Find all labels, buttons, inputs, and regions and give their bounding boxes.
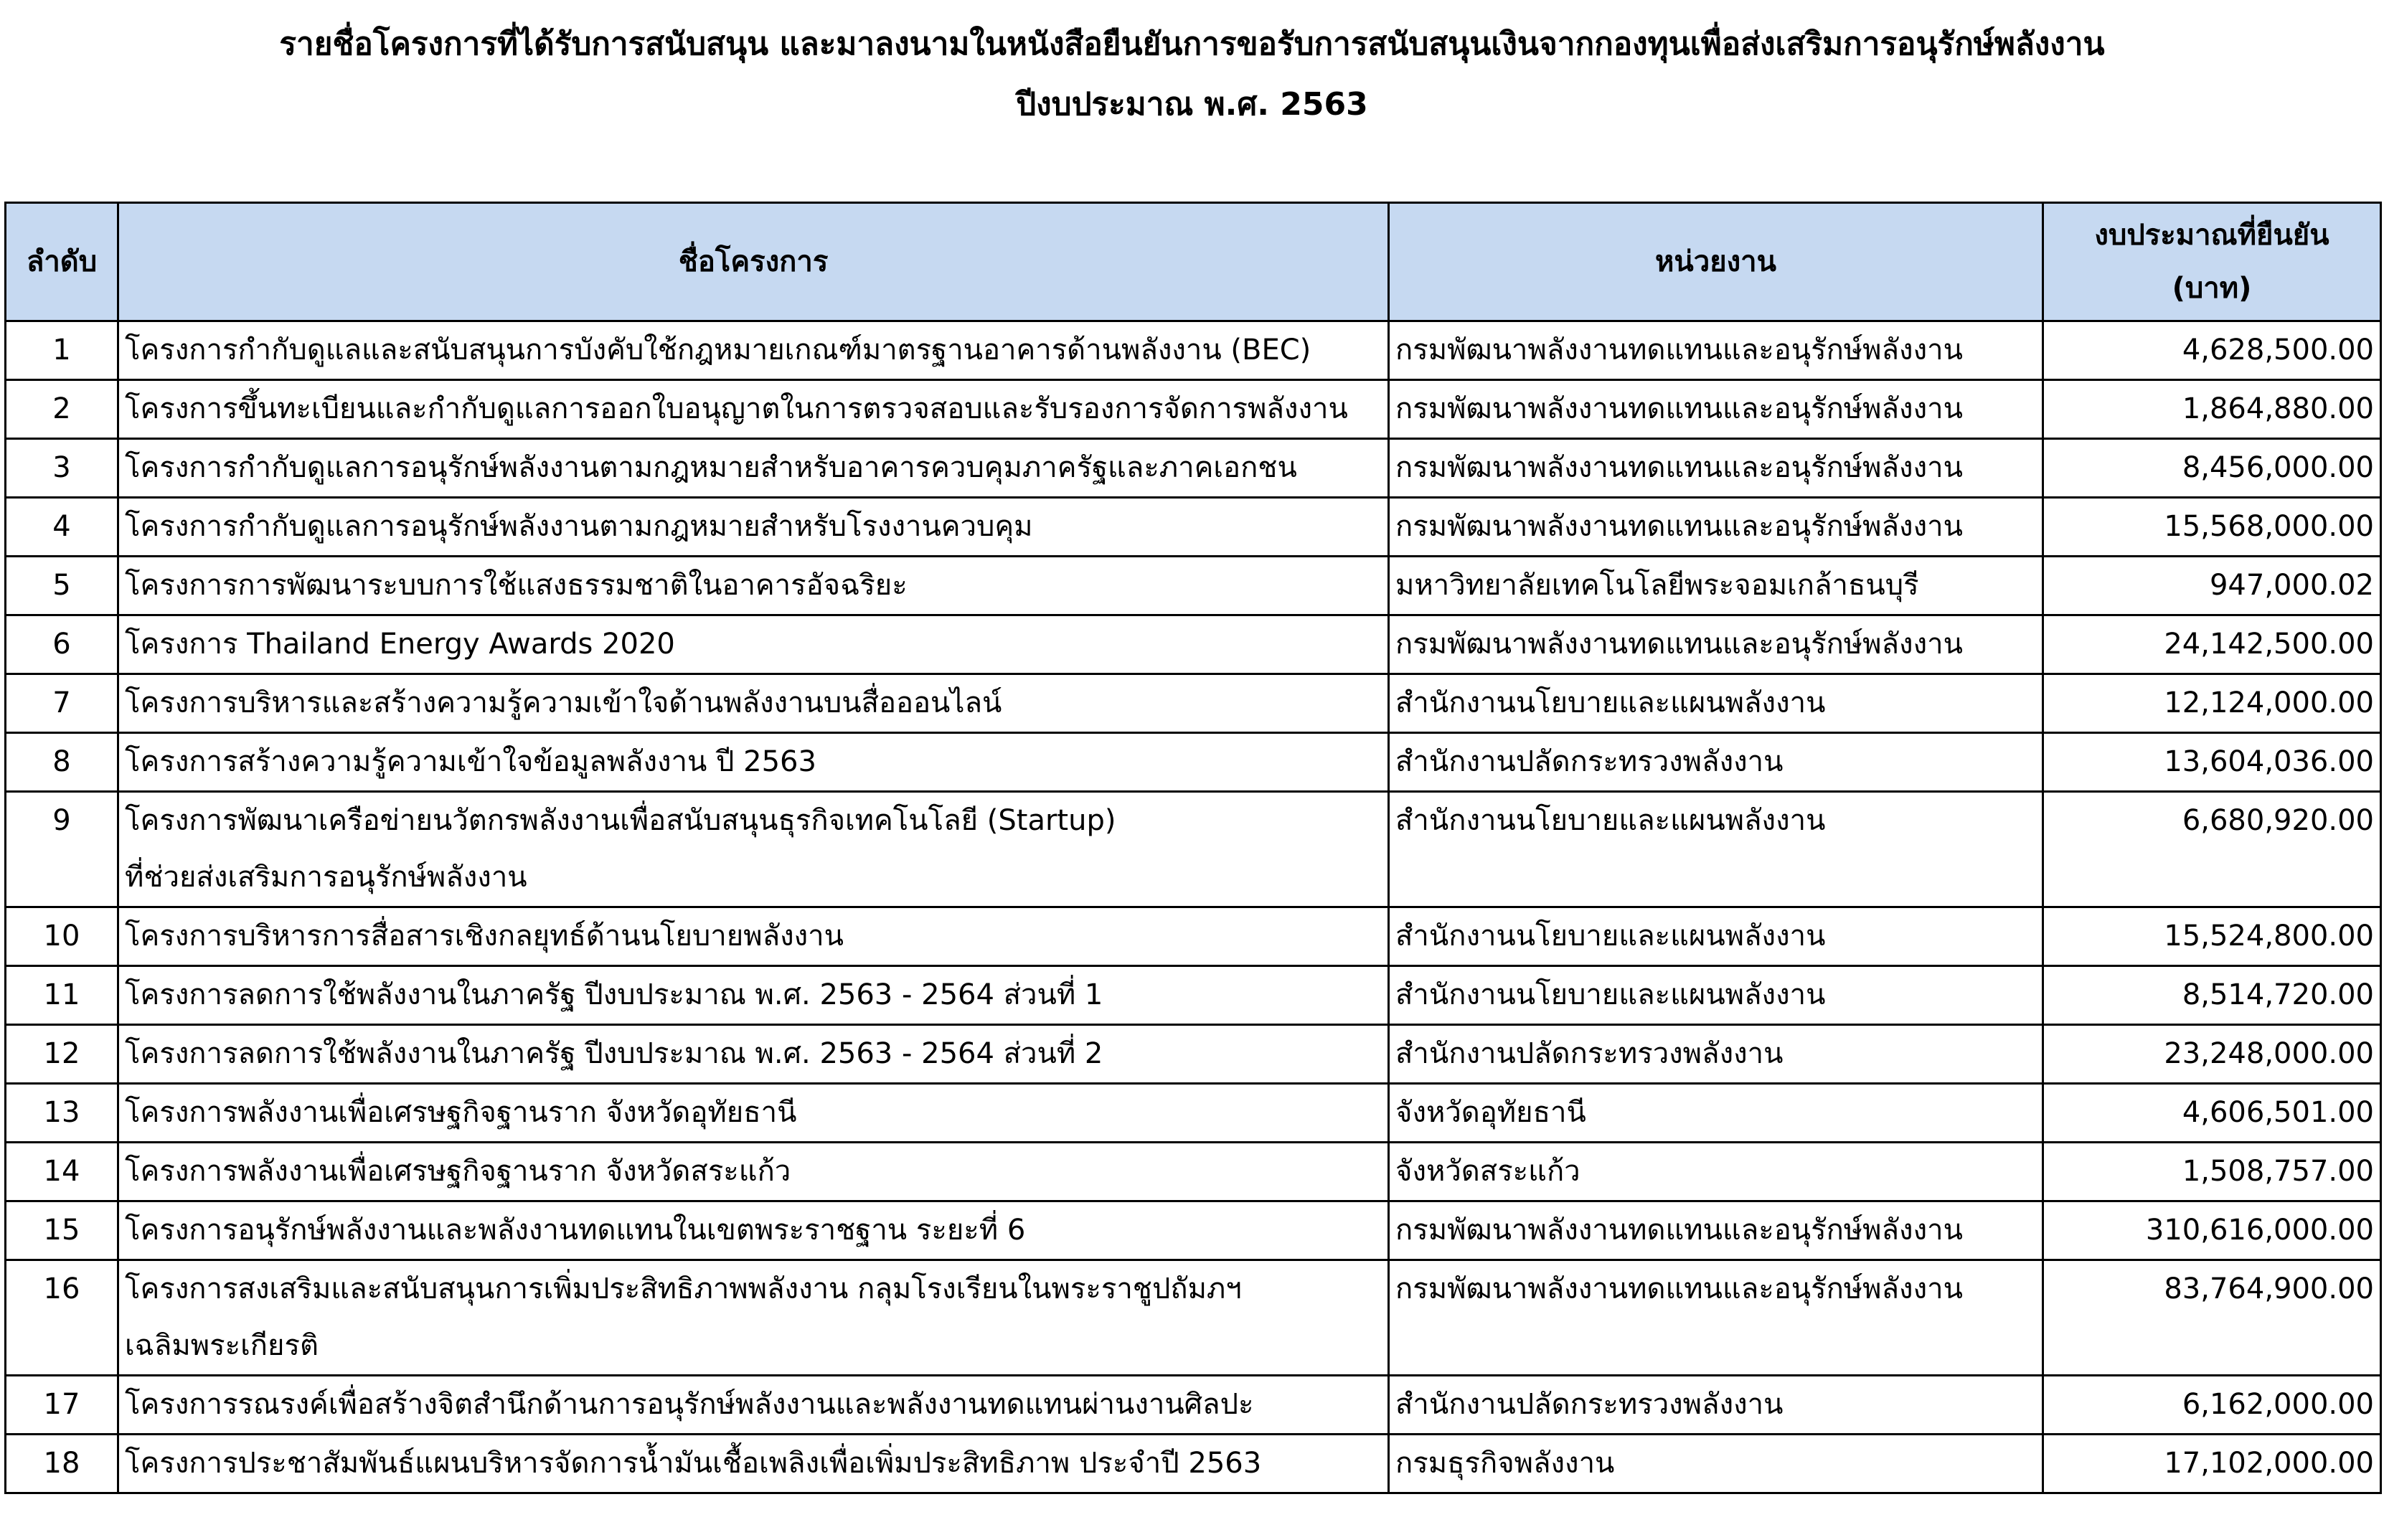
budget-amount: 13,604,036.00	[2043, 733, 2381, 792]
project-name: โครงการรณรงค์เพื่อสร้างจิตสำนึกด้านการอนุรักษ์พลังงานและพลังงานทดแทนผ่านงานศิลปะ	[125, 1388, 1254, 1421]
row-number: 1	[6, 321, 118, 380]
header-agency: หน่วยงาน	[1389, 203, 2043, 321]
title-line-2: ปีงบประมาณ พ.ศ. 2563	[1016, 86, 1368, 123]
project-name-cell	[118, 1260, 1389, 1376]
agency-name: กรมพัฒนาพลังงานทดแทนและอนุรักษ์พลังงาน	[1389, 321, 2043, 380]
agency-name: สำนักงานนโยบายและแผนพลังงาน	[1389, 792, 2043, 907]
table-header-row	[6, 203, 2381, 321]
budget-amount: 4,606,501.00	[2043, 1084, 2381, 1143]
agency-name: สำนักงานนโยบายและแผนพลังงาน	[1389, 674, 2043, 733]
budget-amount: 1,864,880.00	[2043, 380, 2381, 439]
agency-name: สำนักงานนโยบายและแผนพลังงาน	[1389, 966, 2043, 1025]
agency-name: กรมพัฒนาพลังงานทดแทนและอนุรักษ์พลังงาน	[1389, 380, 2043, 439]
budget-amount: 23,248,000.00	[2043, 1025, 2381, 1084]
budget-amount: 310,616,000.00	[2043, 1201, 2381, 1260]
project-name: โครงการบริหารและสร้างความรู้ความเข้าใจด้านพลังงานบนสื่อออนไลน์	[125, 686, 1002, 719]
table-body	[6, 321, 2381, 1493]
row-number: 8	[6, 733, 118, 792]
title-line-1: รายชื่อโครงการที่ได้รับการสนับสนุน และมาลงนามในหนังสือยืนยันการขอรับการสนับสนุนเงินจากกองทุนเพื่อส่งเสริมการอนุรักษ์พลังงาน	[279, 26, 2105, 62]
row-number: 3	[6, 439, 118, 498]
row-number: 10	[6, 907, 118, 966]
header-budget-line2: (บาท)	[2172, 272, 2252, 305]
agency-name: กรมพัฒนาพลังงานทดแทนและอนุรักษ์พลังงาน	[1389, 615, 2043, 674]
project-name: เฉลิมพระเกียรติ	[125, 1329, 319, 1362]
table-row	[6, 1084, 2381, 1143]
row-number: 6	[6, 615, 118, 674]
table-row	[6, 1143, 2381, 1201]
table-row	[6, 1376, 2381, 1435]
header-budget-line1: งบประมาณที่ยืนยัน	[2094, 219, 2329, 252]
agency-name: สำนักงานปลัดกระทรวงพลังงาน	[1389, 1025, 2043, 1084]
agency-name: สำนักงานนโยบายและแผนพลังงาน	[1389, 907, 2043, 966]
row-number: 4	[6, 498, 118, 557]
project-name-cell	[118, 615, 1389, 674]
project-name: โครงการสร้างความรู้ความเข้าใจข้อมูลพลังงาน ปี 2563	[125, 745, 816, 778]
row-number: 2	[6, 380, 118, 439]
table-row	[6, 321, 2381, 380]
project-name-cell	[118, 907, 1389, 966]
table-row	[6, 733, 2381, 792]
budget-amount: 1,508,757.00	[2043, 1143, 2381, 1201]
project-name-cell	[118, 674, 1389, 733]
table-row	[6, 674, 2381, 733]
project-name-cell	[118, 557, 1389, 615]
agency-name: กรมพัฒนาพลังงานทดแทนและอนุรักษ์พลังงาน	[1389, 1260, 2043, 1376]
budget-amount: 8,456,000.00	[2043, 439, 2381, 498]
project-name: โครงการกำกับดูแลและสนับสนุนการบังคับใช้กฎหมายเกณฑ์มาตรฐานอาคารด้านพลังงาน (BEC)	[125, 334, 1311, 367]
budget-amount: 15,524,800.00	[2043, 907, 2381, 966]
project-name: โครงการอนุรักษ์พลังงานและพลังงานทดแทนในเขตพระราชฐาน ระยะที่ 6	[125, 1214, 1026, 1247]
agency-name: สำนักงานปลัดกระทรวงพลังงาน	[1389, 1376, 2043, 1435]
table-row	[6, 1260, 2381, 1376]
row-number: 17	[6, 1376, 118, 1435]
project-name: โครงการพลังงานเพื่อเศรษฐกิจฐานราก จังหวัดสระแก้ว	[125, 1155, 791, 1188]
budget-amount: 6,162,000.00	[2043, 1376, 2381, 1435]
projects-table	[4, 202, 2382, 1494]
row-number: 11	[6, 966, 118, 1025]
project-name: โครงการบริหารการสื่อสารเชิงกลยุทธ์ด้านนโยบายพลังงาน	[125, 920, 844, 953]
table-row	[6, 907, 2381, 966]
project-name: โครงการสงเสริมและสนับสนุนการเพิ่มประสิทธิภาพพลังงาน กลุมโรงเรียนในพระราชูปถัมภฯ	[125, 1272, 1242, 1305]
table-row	[6, 1025, 2381, 1084]
project-name-cell	[118, 321, 1389, 380]
budget-amount: 15,568,000.00	[2043, 498, 2381, 557]
agency-name: จังหวัดอุทัยธานี	[1389, 1084, 2043, 1143]
budget-amount: 83,764,900.00	[2043, 1260, 2381, 1376]
project-name: โครงการกำกับดูแลการอนุรักษ์พลังงานตามกฎหมายสำหรับอาคารควบคุมภาครัฐและภาคเอกชน	[125, 451, 1297, 484]
project-name-cell	[118, 1376, 1389, 1435]
project-name-cell	[118, 439, 1389, 498]
row-number: 9	[6, 792, 118, 907]
budget-amount: 12,124,000.00	[2043, 674, 2381, 733]
budget-amount: 17,102,000.00	[2043, 1435, 2381, 1493]
agency-name: มหาวิทยาลัยเทคโนโลยีพระจอมเกล้าธนบุรี	[1389, 557, 2043, 615]
agency-name: สำนักงานปลัดกระทรวงพลังงาน	[1389, 733, 2043, 792]
row-number: 18	[6, 1435, 118, 1493]
project-name-cell	[118, 733, 1389, 792]
project-name-cell	[118, 1143, 1389, 1201]
project-name: โครงการพัฒนาเครือข่ายนวัตกรพลังงานเพื่อสนับสนุนธุรกิจเทคโนโลยี (Startup)	[125, 804, 1116, 837]
table-row	[6, 966, 2381, 1025]
project-name-cell	[118, 1025, 1389, 1084]
agency-name: กรมพัฒนาพลังงานทดแทนและอนุรักษ์พลังงาน	[1389, 1201, 2043, 1260]
project-name: ที่ช่วยส่งเสริมการอนุรักษ์พลังงาน	[125, 861, 527, 894]
budget-amount: 6,680,920.00	[2043, 792, 2381, 907]
agency-name: กรมพัฒนาพลังงานทดแทนและอนุรักษ์พลังงาน	[1389, 498, 2043, 557]
header-no: ลำดับ	[6, 203, 118, 321]
header-budget	[2043, 203, 2381, 321]
table-row	[6, 1435, 2381, 1493]
project-name: โครงการการพัฒนาระบบการใช้แสงธรรมชาติในอาคารอัจฉริยะ	[125, 569, 908, 602]
agency-name: จังหวัดสระแก้ว	[1389, 1143, 2043, 1201]
project-name-cell	[118, 792, 1389, 907]
budget-amount: 947,000.02	[2043, 557, 2381, 615]
table-row	[6, 439, 2381, 498]
project-name: โครงการขึ้นทะเบียนและกำกับดูแลการออกใบอนุญาตในการตรวจสอบและรับรองการจัดการพลังงาน	[125, 392, 1348, 425]
project-name-cell	[118, 1201, 1389, 1260]
agency-name: กรมธุรกิจพลังงาน	[1389, 1435, 2043, 1493]
row-number: 12	[6, 1025, 118, 1084]
project-name: โครงการ Thailand Energy Awards 2020	[125, 628, 675, 661]
table-row	[6, 792, 2381, 907]
row-number: 16	[6, 1260, 118, 1376]
project-name-cell	[118, 1084, 1389, 1143]
project-name: โครงการประชาสัมพันธ์แผนบริหารจัดการน้ำมันเชื้อเพลิงเพื่อเพิ่มประสิทธิภาพ ประจำปี 2563	[125, 1447, 1262, 1480]
row-number: 14	[6, 1143, 118, 1201]
budget-amount: 24,142,500.00	[2043, 615, 2381, 674]
budget-amount: 8,514,720.00	[2043, 966, 2381, 1025]
project-name-cell	[118, 1435, 1389, 1493]
row-number: 5	[6, 557, 118, 615]
project-name: โครงการลดการใช้พลังงานในภาครัฐ ปีงบประมาณ พ.ศ. 2563 - 2564 ส่วนที่ 1	[125, 978, 1103, 1011]
project-name: โครงการพลังงานเพื่อเศรษฐกิจฐานราก จังหวัดอุทัยธานี	[125, 1096, 797, 1129]
project-name-cell	[118, 498, 1389, 557]
table-row	[6, 1201, 2381, 1260]
table-row	[6, 557, 2381, 615]
project-name: โครงการกำกับดูแลการอนุรักษ์พลังงานตามกฎหมายสำหรับโรงงานควบคุม	[125, 510, 1033, 543]
agency-name: กรมพัฒนาพลังงานทดแทนและอนุรักษ์พลังงาน	[1389, 439, 2043, 498]
row-number: 15	[6, 1201, 118, 1260]
row-number: 13	[6, 1084, 118, 1143]
table-row	[6, 498, 2381, 557]
document-title	[0, 14, 2384, 135]
header-project-name: ชื่อโครงการ	[118, 203, 1389, 321]
row-number: 7	[6, 674, 118, 733]
project-name-cell	[118, 380, 1389, 439]
table-row	[6, 615, 2381, 674]
project-name: โครงการลดการใช้พลังงานในภาครัฐ ปีงบประมาณ พ.ศ. 2563 - 2564 ส่วนที่ 2	[125, 1037, 1103, 1070]
budget-amount: 4,628,500.00	[2043, 321, 2381, 380]
table-row	[6, 380, 2381, 439]
project-name-cell	[118, 966, 1389, 1025]
